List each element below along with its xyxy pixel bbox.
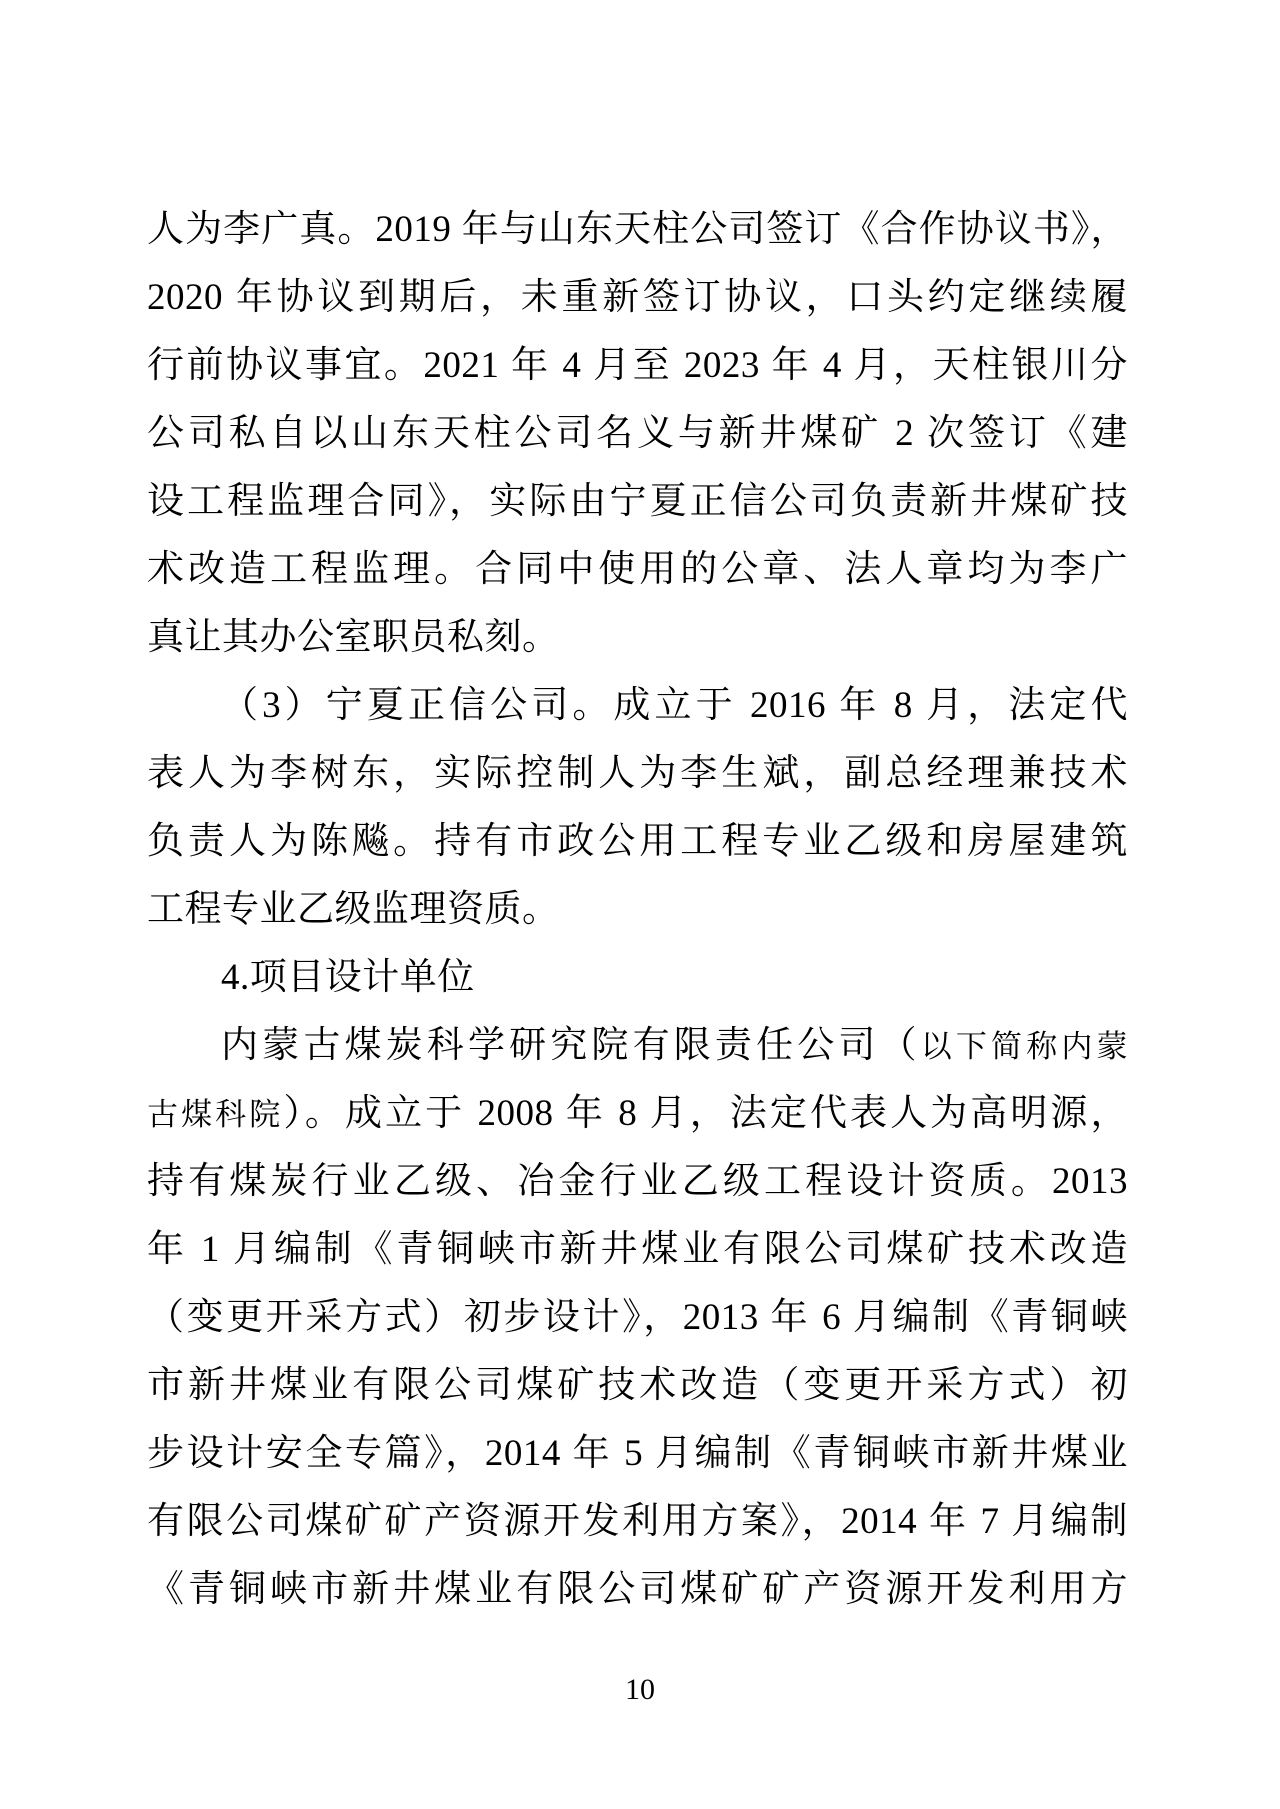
- text-run: 行前协议事宜。2021 年 4 月至 2023 年 4 月，天柱银川分: [147, 345, 1128, 386]
- text-run: 2020 年协议到期后，未重新签订协议，口头约定继续履: [147, 277, 1128, 318]
- text-run: 人为李广真。2019 年与山东天柱公司签订《合作协议书》，: [147, 209, 1128, 250]
- text-line: [147, 604, 1128, 672]
- text-run: 古煤科院: [147, 1097, 284, 1132]
- text-line: [147, 1352, 1128, 1420]
- text-run: 年 1 月编制《青铜峡市新井煤业有限公司煤矿技术改造: [147, 1229, 1128, 1270]
- text-run: 持有煤炭行业乙级、冶金行业乙级工程设计资质。2013: [147, 1161, 1128, 1202]
- text-line: [147, 1488, 1128, 1556]
- text-run: 市新井煤业有限公司煤矿技术改造（变更开采方式）初: [147, 1365, 1128, 1406]
- text-line: [147, 1012, 1128, 1080]
- text-run: 步设计安全专篇》，2014 年 5 月编制《青铜峡市新井煤业: [147, 1433, 1128, 1474]
- text-line: [147, 400, 1128, 468]
- text-line: [147, 264, 1128, 332]
- text-line: [147, 196, 1128, 264]
- text-line: [147, 1080, 1128, 1148]
- text-line: [147, 876, 1128, 944]
- text-line: [147, 1420, 1128, 1488]
- text-line: [147, 332, 1128, 400]
- text-line: [147, 1556, 1128, 1624]
- text-run: 以下简称内蒙: [920, 1029, 1129, 1064]
- text-run: 设工程监理合同》，实际由宁夏正信公司负责新井煤矿技: [147, 481, 1128, 522]
- text-run: 负责人为陈飚。持有市政公用工程专业乙级和房屋建筑: [147, 821, 1128, 862]
- text-line: [147, 672, 1128, 740]
- text-run: 表人为李树东，实际控制人为李生斌，副总经理兼技术: [147, 753, 1128, 794]
- text-line: [147, 536, 1128, 604]
- text-run: 工程专业乙级监理资质。: [147, 889, 560, 930]
- text-line: [147, 1216, 1128, 1284]
- text-run: 术改造工程监理。合同中使用的公章、法人章均为李广: [147, 549, 1128, 590]
- text-run: （变更开采方式）初步设计》，2013 年 6 月编制《青铜峡: [147, 1297, 1128, 1338]
- text-line: [147, 944, 1128, 1012]
- text-run: 真让其办公室职员私刻。: [147, 617, 560, 658]
- page-number: 10: [625, 1673, 655, 1706]
- text-line: [147, 468, 1128, 536]
- text-run: 有限公司煤矿矿产资源开发利用方案》，2014 年 7 月编制: [147, 1501, 1128, 1542]
- text-run: （3）宁夏正信公司。成立于 2016 年 8 月，法定代: [221, 685, 1128, 726]
- text-line: [147, 740, 1128, 808]
- document-body: [147, 196, 1128, 1624]
- text-run: 内蒙古煤炭科学研究院有限责任公司（: [221, 1025, 921, 1066]
- text-run: ）。成立于 2008 年 8 月，法定代表人为高明源，: [283, 1093, 1129, 1134]
- text-run: 公司私自以山东天柱公司名义与新井煤矿 2 次签订《建: [147, 413, 1128, 454]
- text-line: [147, 1148, 1128, 1216]
- text-line: [147, 808, 1128, 876]
- text-run: 《青铜峡市新井煤业有限公司煤矿矿产资源开发利用方: [147, 1569, 1128, 1610]
- text-run: 4.项目设计单位: [221, 957, 475, 998]
- text-line: [147, 1284, 1128, 1352]
